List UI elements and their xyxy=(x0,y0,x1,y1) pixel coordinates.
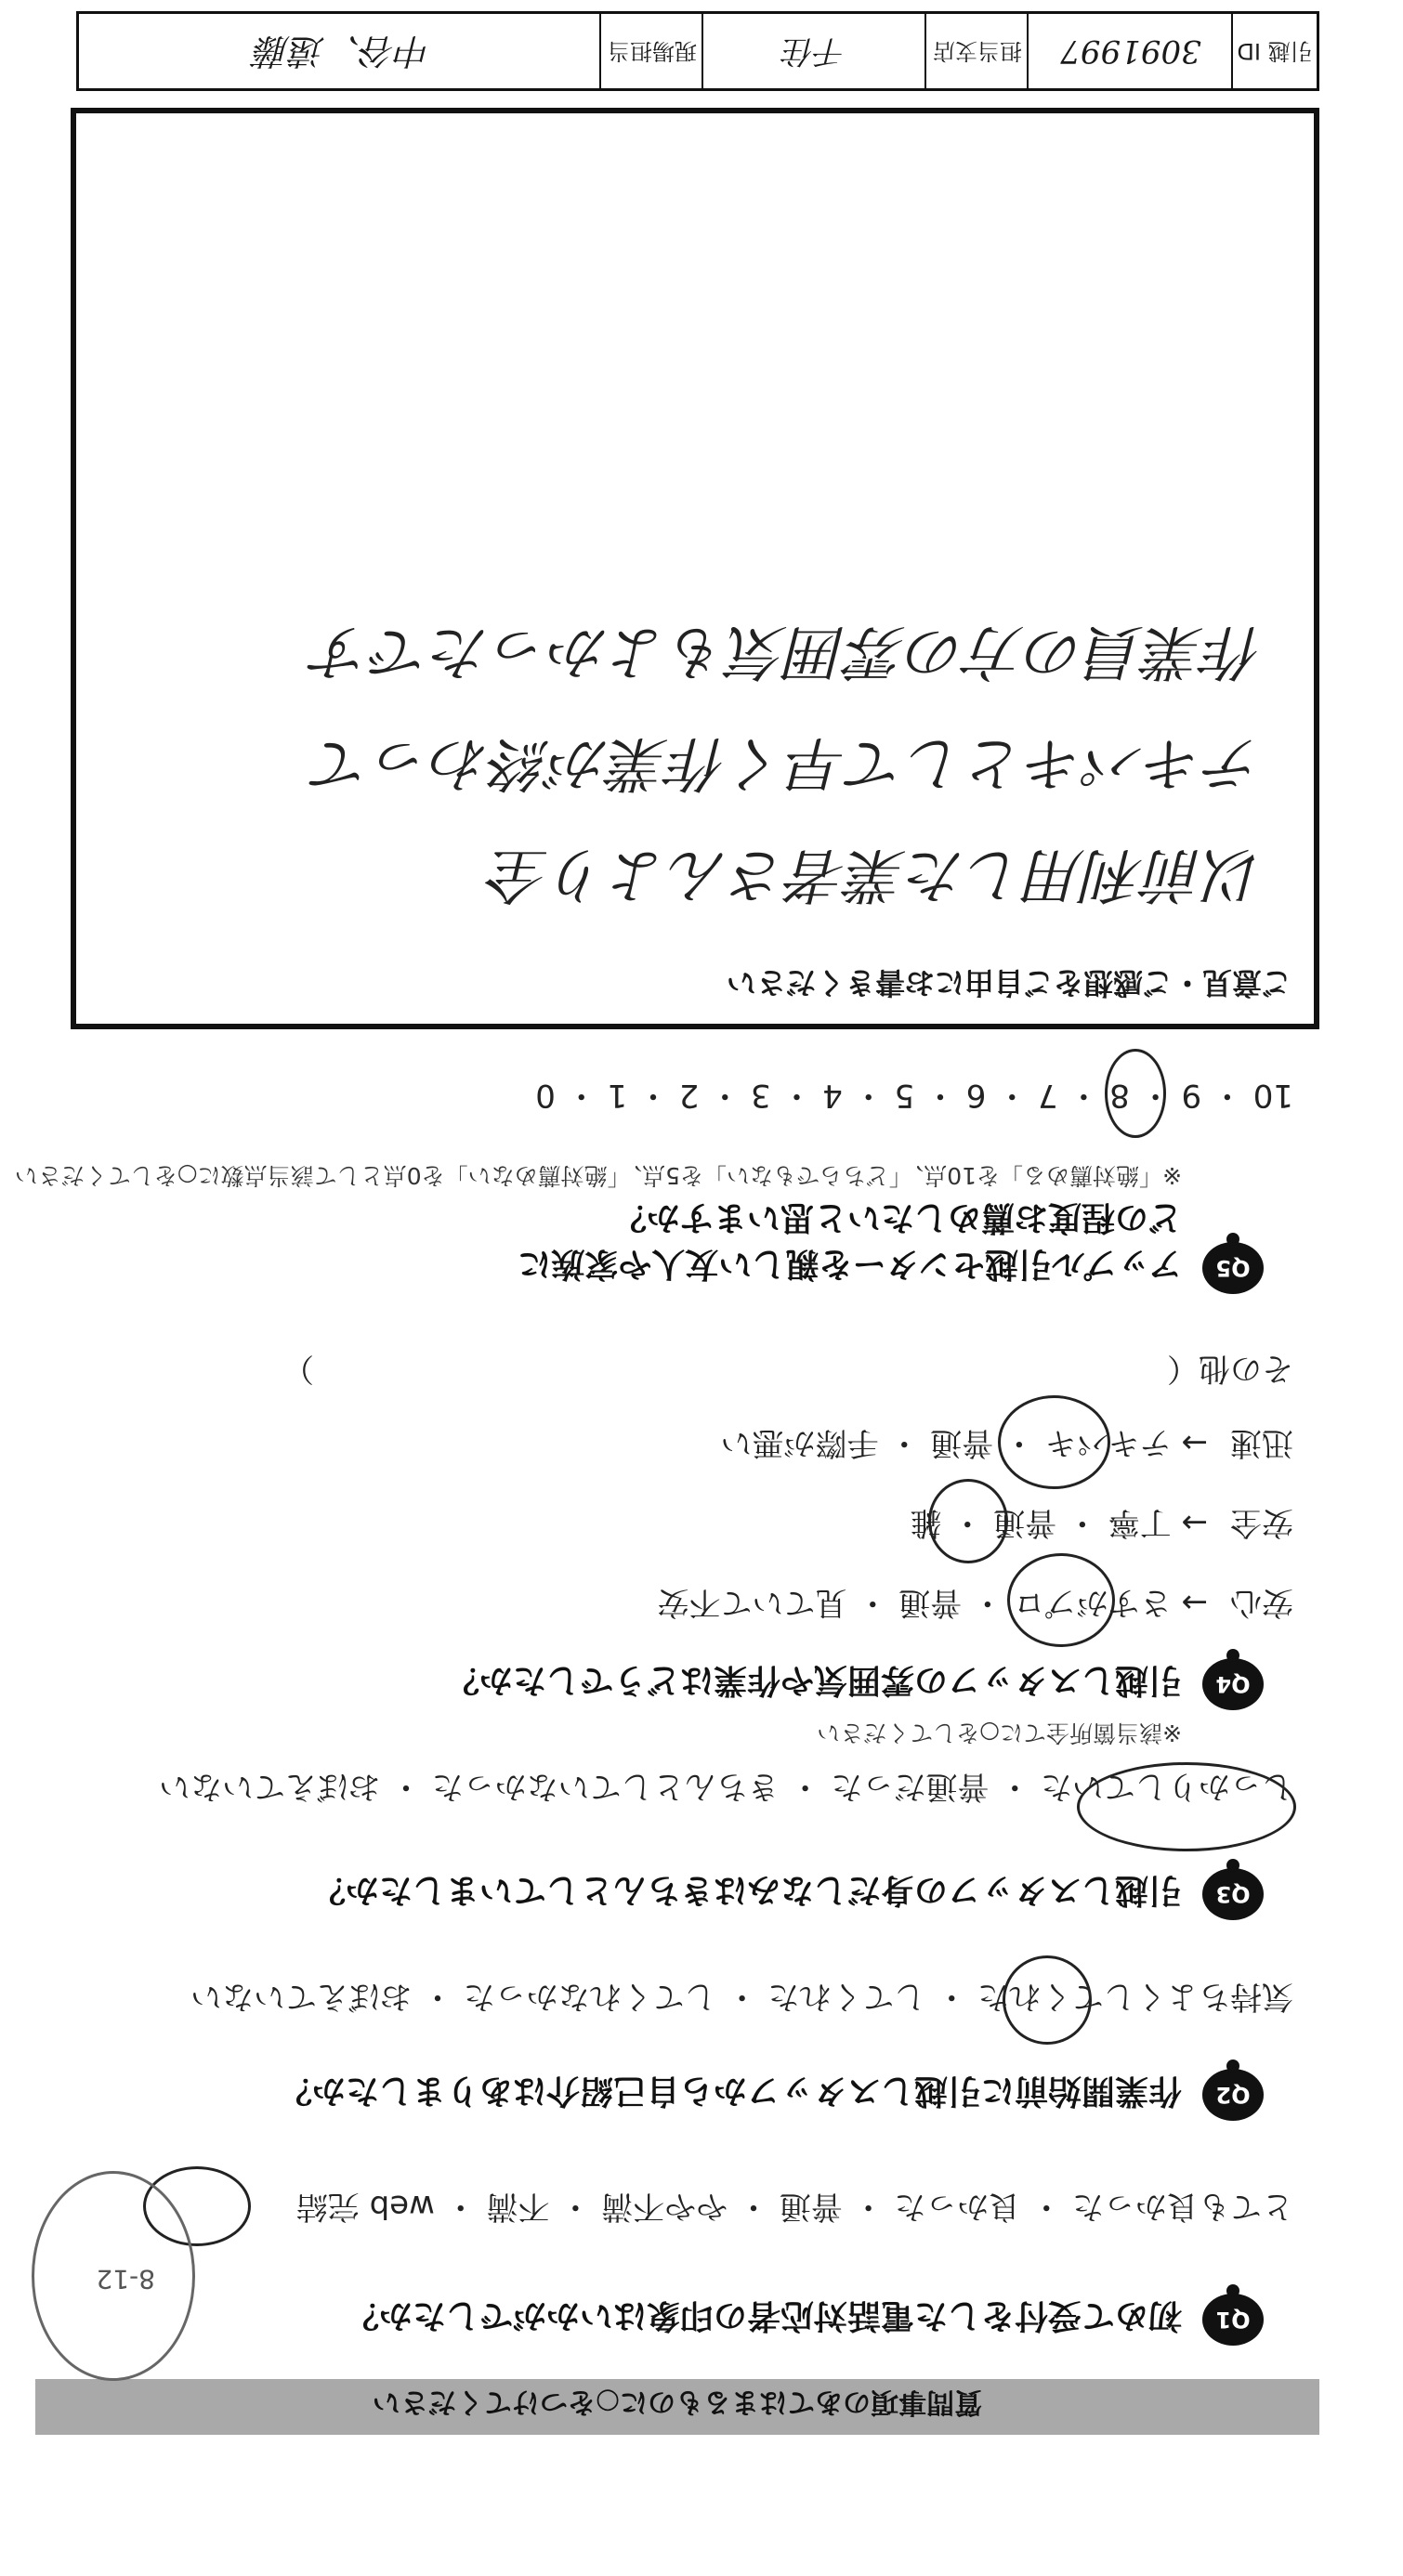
scan-edge xyxy=(1319,0,1403,2576)
q4-anshin-circle-mark xyxy=(1007,1553,1115,1647)
comment-line-3: 作業員の方の雰囲気もよかったです xyxy=(312,617,1264,686)
q1-answers: とても良かった ・ 良かった ・ 普通 ・ やや不満 ・ 不満 ・ web 完結 xyxy=(295,2188,1293,2225)
q3-badge: Q3 xyxy=(1202,1868,1264,1920)
q4-row-jinsoku-label: 迅速 xyxy=(1230,1424,1293,1461)
staff-value: 中谷、遠藤 xyxy=(255,31,432,72)
q4-badge: Q4 xyxy=(1202,1658,1264,1710)
comment-label: ご意見・ご感想をご自由にお書きください xyxy=(726,965,1292,1000)
stamp-text: 8-12 xyxy=(96,2264,155,2295)
q3-circle-mark xyxy=(1077,1762,1296,1851)
q2-text: 作業開始前に引越しスタッフから自己紹介はありましたか？ xyxy=(278,2072,1182,2110)
q4-row-anshin-opts: → さすがプロ ・ 普通 ・ 見ていて不安 xyxy=(657,1584,1208,1621)
q2-circle-mark xyxy=(1003,1955,1092,2045)
q4-row-anzen-label: 安全 xyxy=(1230,1504,1293,1541)
q4-anzen-circle-mark xyxy=(928,1479,1008,1563)
q5-text-line1: アップル引越センターを親しい友人や家族に xyxy=(518,1245,1182,1283)
q5-note: ※「絶対薦める」を10点、「どちらでもない」を5点、「絶対薦めない」を0点として該当点数に○をしてください xyxy=(14,1162,1182,1189)
q5-scale: 10 ・ 9 ・ 8 ・ 7 ・ 6 ・ 5 ・ 4 ・ 3 ・ 2 ・ 1 ・ 0 xyxy=(535,1077,1293,1114)
q2-badge: Q2 xyxy=(1202,2069,1264,2121)
date-stamp xyxy=(32,2171,195,2381)
comment-line-1: 以前利用した業者さんより全 xyxy=(491,840,1264,909)
q3-text: 引越しスタッフの身だしなみはきちんとしていましたか？ xyxy=(311,1871,1182,1909)
q2-answers: 気持ちよくしてくれた ・ してくれた ・ してくれなかった ・ おぼえていない xyxy=(190,1978,1293,2015)
q5-text-line2: どの程度お薦めしたいと思いますか？ xyxy=(612,1198,1182,1236)
q1-badge: Q1 xyxy=(1202,2294,1264,2346)
q4-jinsoku-circle-mark xyxy=(998,1395,1110,1489)
staff-label: 現場担当 xyxy=(599,14,703,88)
staff-table xyxy=(76,11,1319,91)
q5-badge: Q5 xyxy=(1202,1242,1264,1294)
id-value: 3091997 xyxy=(1027,14,1233,88)
q4-other: その他（ ） xyxy=(282,1350,1293,1387)
q4-row-jinsoku-opts: → テキパキ ・ 普通 ・ 手際が悪い xyxy=(720,1424,1208,1461)
q1-text: 初めて受付をした電話対応者の印象はいかがでしたか？ xyxy=(345,2296,1182,2334)
id-label: 引越 ID xyxy=(1231,14,1317,88)
branch-label: 担当支店 xyxy=(924,14,1029,88)
branch-value: 千住 xyxy=(702,14,926,88)
q3-answers: しっかりしていた ・ 普通だった ・ きちんとしていなかった ・ おぼえていない xyxy=(159,1768,1293,1805)
comment-line-2: テキパキとして早く作業が終わって xyxy=(312,728,1264,797)
q5-circle-mark xyxy=(1105,1049,1166,1138)
q4-row-anshin-label: 安心 xyxy=(1230,1584,1293,1621)
header-text: 質問事項のあてはまるものに○をつけてください xyxy=(372,2386,983,2418)
q4-row-anzen-opts: → 丁寧 ・ 普通 ・ 雑 xyxy=(910,1504,1208,1541)
q4-text: 引越しスタッフの雰囲気や作業はどうでしたか？ xyxy=(445,1661,1182,1699)
q4-note: ※該当箇所全てに○をしてください xyxy=(817,1720,1182,1746)
